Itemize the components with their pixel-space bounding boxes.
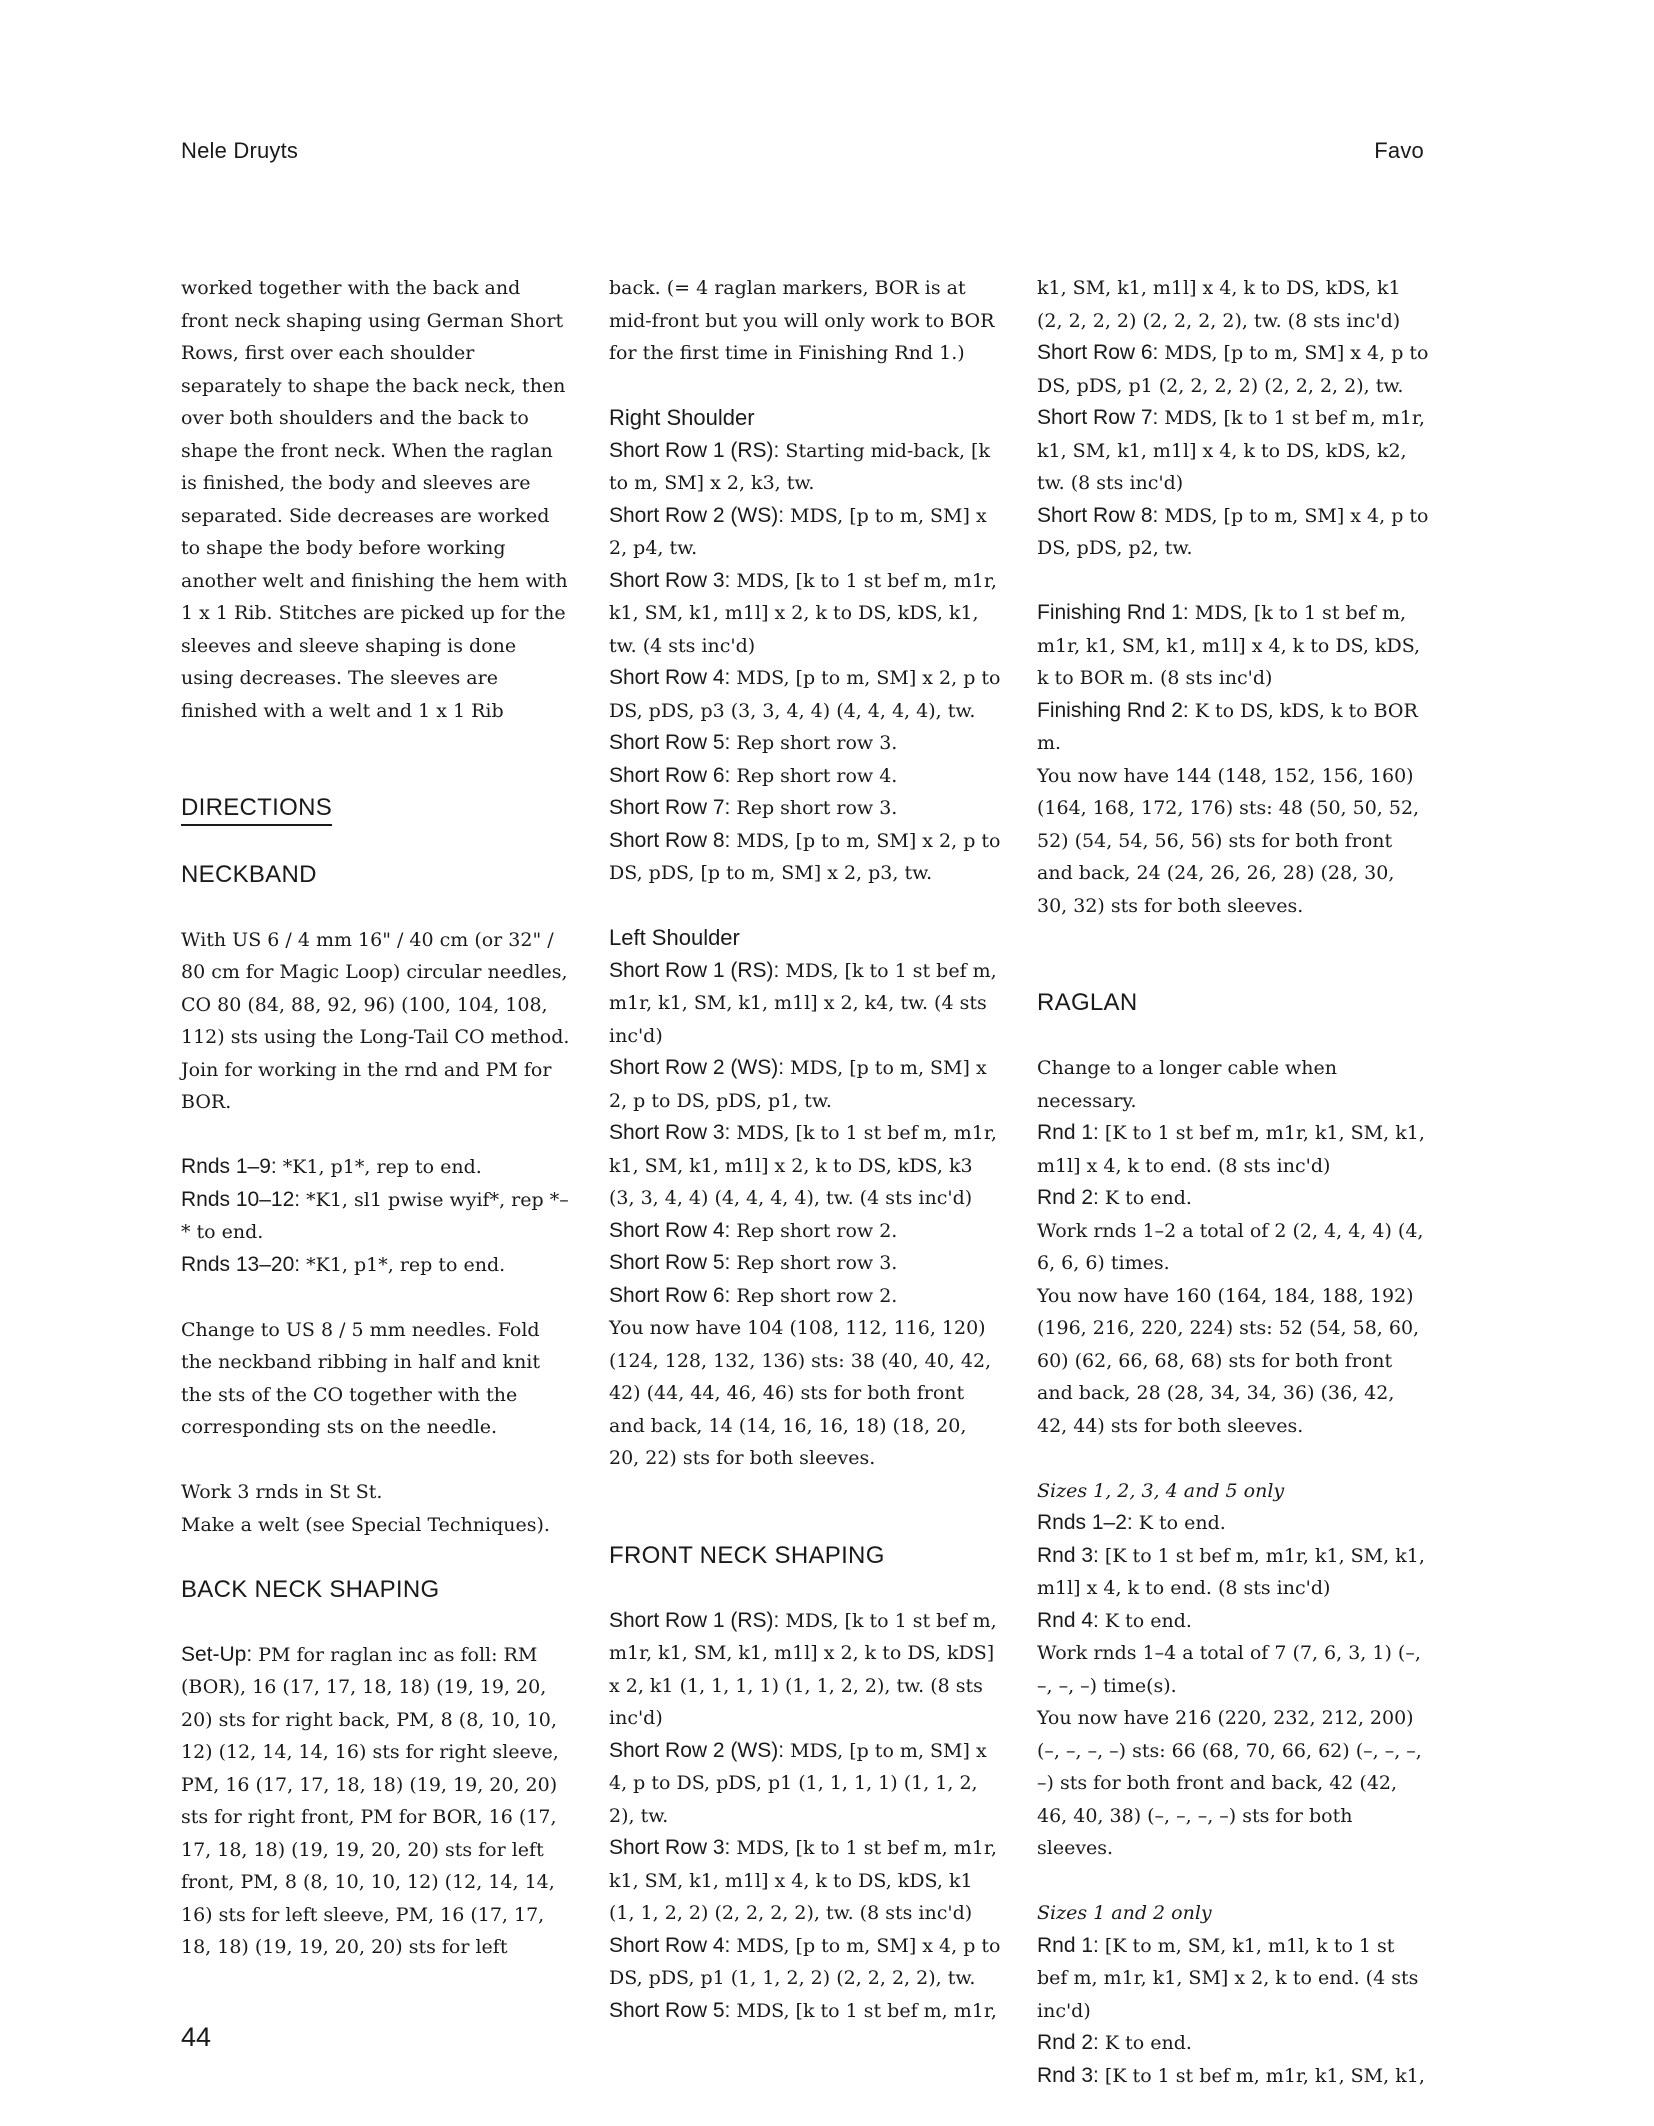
rnds-1-9: Rnds 1–9: *K1, p1*, rep to end. xyxy=(181,1155,482,1178)
rnd-line: Rnd 4: K to end. xyxy=(1037,1608,1192,1632)
rnd-line: Rnds 1–2: K to end. xyxy=(1037,1511,1226,1534)
setup-text: Set-Up: PM for raglan inc as foll: RM (BOR), 16 (17, 17, 18, 18) (19, 19, 20, 20) sts for right back, PM, 8 (8, 10, 10, 12) (12, 14, 14, 16) sts for right sleeve, PM, 16 (17, 17, 18, 18) (19, 19, 20, 20) sts for right front, PM for BOR, 16 (17, 17, 18, 18) (19, 19, 20, 20) sts for left front, PM, 8 (8, 10, 10, 12) (12, 14, 14, 16) sts for left sleeve, PM, 16 (17, 17, 18, 18) (19, 19, 20, 20) sts for left xyxy=(181,1642,559,1958)
short-row: Short Row 2 (WS): MDS, [p to m, SM] x 2, p4, tw. xyxy=(609,503,987,559)
header-title: Favo xyxy=(1374,138,1424,163)
header-author: Nele Druyts xyxy=(181,138,299,163)
short-row: Short Row 6: Rep short row 2. xyxy=(609,1283,898,1307)
work-rnds-text: Work 3 rnds in St St. xyxy=(181,1481,383,1503)
short-row: Short Row 3: MDS, [k to 1 st bef m, m1r, k1, SM, k1, m1l] x 2, k to DS, kDS, k1, tw. (4 sts inc'd) xyxy=(609,568,997,657)
short-row: Short Row 5: Rep short row 3. xyxy=(609,1251,898,1274)
short-row: Short Row 5: Rep short row 3. xyxy=(609,731,898,754)
rnd-line: Rnd 3: [K to 1 st bef m, m1r, k1, SM, k1, m1l] x 4, k to end. (8 sts inc'd) xyxy=(1037,1543,1425,1599)
column-3 xyxy=(1037,272,1429,2092)
neckband-heading: NECKBAND xyxy=(181,860,317,888)
right-shoulder-heading: Right Shoulder xyxy=(609,405,755,430)
sizes-note: Sizes 1 and 2 only xyxy=(1037,1902,1212,1924)
back-neck-heading: BACK NECK SHAPING xyxy=(181,1575,440,1603)
rnds-13-20: Rnds 13–20: *K1, p1*, rep to end. xyxy=(181,1252,506,1276)
stitch-total: You now have 104 (108, 112, 116, 120) (124, 128, 132, 136) sts: 38 (40, 40, 42, 42) (44, 44, 46, 46) sts for both front and back, 14 (14, 16, 16, 18) (18, 20, 20, 22) sts for both sleeves. xyxy=(609,1317,992,1469)
short-row: Short Row 5: MDS, [k to 1 st bef m, m1r, xyxy=(609,1998,997,2022)
raglan-change-text: Change to a longer cable when necessary. xyxy=(1037,1057,1338,1112)
column-1 xyxy=(181,272,573,1964)
continued-text: back. (= 4 raglan markers, BOR is at mid-front but you will only work to BOR for the first time in Finishing Rnd 1.) xyxy=(609,277,995,364)
rnd-line: Rnd 3: [K to 1 st bef m, m1r, k1, SM, k1, xyxy=(1037,2063,1425,2087)
short-row: Short Row 7: MDS, [k to 1 st bef m, m1r, k1, SM, k1, m1l] x 4, k to DS, kDS, k2, tw. (8 sts inc'd) xyxy=(1037,406,1425,494)
short-row: Short Row 1 (RS): MDS, [k to 1 st bef m, m1r, k1, SM, k1, m1l] x 2, k to DS, kDS] x 2, k1 (1, 1, 1, 1) (1, 1, 2, 2), tw. (8 sts inc'd) xyxy=(609,1608,997,1729)
left-shoulder-heading: Left Shoulder xyxy=(609,925,740,950)
directions-heading: DIRECTIONS xyxy=(181,792,573,826)
rnd-line: Rnd 2: K to end. xyxy=(1037,2031,1192,2054)
stitch-total: You now have 160 (164, 184, 188, 192) (196, 216, 220, 224) sts: 52 (54, 58, 60, 60) (62, 66, 68, 68) sts for both front and back, 28 (28, 34, 34, 36) (36, 42, 42, 44) sts for both sleeves. xyxy=(1037,1284,1420,1437)
short-row: Short Row 2 (WS): MDS, [p to m, SM] x 4, p to DS, pDS, p1 (1, 1, 1, 1) (1, 1, 2, 2), tw. xyxy=(609,1738,987,1827)
short-row: Short Row 6: MDS, [p to m, SM] x 4, p to DS, pDS, p1 (2, 2, 2, 2) (2, 2, 2, 2), tw. xyxy=(1037,341,1429,397)
welt-text: Make a welt (see Special Techniques). xyxy=(181,1513,550,1536)
front-neck-heading: FRONT NECK SHAPING xyxy=(609,1541,885,1569)
short-row: Short Row 1 (RS): MDS, [k to 1 st bef m, m1r, k1, SM, k1, m1l] x 2, k4, tw. (4 sts inc'd) xyxy=(609,958,997,1047)
short-row: Short Row 8: MDS, [p to m, SM] x 4, p to DS, pDS, p2, tw. xyxy=(1037,503,1429,559)
column-2 xyxy=(609,272,1001,2027)
neckband-text: With US 6 / 4 mm 16" / 40 cm (or 32" / 80 cm for Magic Loop) circular needles, CO 80 (84, 88, 92, 96) (100, 104, 108, 112) sts using the Long-Tail CO method. Join for working in the rnd and PM for BOR. xyxy=(181,928,570,1113)
finishing-rnd-2: Finishing Rnd 2: K to DS, kDS, k to BOR m. xyxy=(1037,698,1418,754)
work-rnds-text: Work rnds 1–2 a total of 2 (2, 4, 4, 4) (4, 6, 6, 6) times. xyxy=(1037,1219,1424,1274)
intro-paragraph: worked together with the back and front neck shaping using German Short Rows, first over each shoulder separately to shape the back neck, then over both shoulders and the back to shape the front neck. When the raglan is finished, the body and sleeves are separated. Side decreases are worked to shape the body before working another welt and finishing the hem with 1 x 1 Rib. Stitches are picked up for the sleeves and sleeve shaping is done using decreases. The sleeves are finished with a welt and 1 x 1 Rib xyxy=(181,277,568,722)
short-row: Short Row 4: Rep short row 2. xyxy=(609,1218,898,1242)
raglan-rnd-2: Rnd 2: K to end. xyxy=(1037,1186,1192,1209)
finishing-rnd-1: Finishing Rnd 1: MDS, [k to 1 st bef m, m1r, k1, SM, k1, m1l] x 4, k to DS, kDS, k to BOR m. (8 sts inc'd) xyxy=(1037,601,1421,689)
page-number: 44 xyxy=(181,2022,212,2052)
rnd-line: Rnd 1: [K to m, SM, k1, m1l, k to 1 st bef m, m1r, k1, SM] x 2, k to end. (4 sts inc'd) xyxy=(1037,1933,1419,2022)
short-row: Short Row 4: MDS, [p to m, SM] x 4, p to DS, pDS, p1 (1, 1, 2, 2) (2, 2, 2, 2), tw. xyxy=(609,1933,1001,1989)
rnds-10-12: Rnds 10–12: *K1, sl1 pwise wyif*, rep *–* to end. xyxy=(181,1187,569,1243)
short-row: Short Row 6: Rep short row 4. xyxy=(609,763,898,787)
change-needles-text: Change to US 8 / 5 mm needles. Fold the neckband ribbing in half and knit the sts of the CO together with the corresponding sts on the needle. xyxy=(181,1318,541,1438)
stitch-total: You now have 216 (220, 232, 212, 200) (–, –, –, –) sts: 66 (68, 70, 66, 62) (–, –, –, –) sts for both front and back, 42 (42, 46, 40, 38) (–, –, –, –) sts for both sleeves. xyxy=(1037,1707,1422,1859)
short-row: Short Row 3: MDS, [k to 1 st bef m, m1r, k1, SM, k1, m1l] x 2, k to DS, kDS, k3 (3, 3, 4, 4) (4, 4, 4, 4), tw. (4 sts inc'd) xyxy=(609,1121,997,1209)
short-row: Short Row 3: MDS, [k to 1 st bef m, m1r, k1, SM, k1, m1l] x 4, k to DS, kDS, k1 (1, 1, 2, 2) (2, 2, 2, 2), tw. (8 sts inc'd) xyxy=(609,1836,997,1924)
short-row: Short Row 1 (RS): Starting mid-back, [k to m, SM] x 2, k3, tw. xyxy=(609,438,990,494)
short-row: Short Row 4: MDS, [p to m, SM] x 2, p to DS, pDS, p3 (3, 3, 4, 4) (4, 4, 4, 4), tw. xyxy=(609,666,1001,722)
stitch-total: You now have 144 (148, 152, 156, 160) (164, 168, 172, 176) sts: 48 (50, 50, 52, 52) (54, 54, 56, 56) sts for both front and back, 24 (24, 26, 26, 28) (28, 30, 30, 32) sts for both sleeves. xyxy=(1037,764,1420,917)
continued-text: k1, SM, k1, m1l] x 4, k to DS, kDS, k1 (2, 2, 2, 2) (2, 2, 2, 2), tw. (8 sts inc'd) xyxy=(1037,277,1401,332)
short-row: Short Row 7: Rep short row 3. xyxy=(609,796,898,819)
sizes-note: Sizes 1, 2, 3, 4 and 5 only xyxy=(1037,1479,1285,1502)
short-row: Short Row 8: MDS, [p to m, SM] x 2, p to DS, pDS, [p to m, SM] x 2, p3, tw. xyxy=(609,828,1001,884)
short-row: Short Row 2 (WS): MDS, [p to m, SM] x 2, p to DS, pDS, p1, tw. xyxy=(609,1056,987,1112)
work-rnds-text: Work rnds 1–4 a total of 7 (7, 6, 3, 1) (–, –, –, –) time(s). xyxy=(1037,1642,1421,1697)
raglan-heading: RAGLAN xyxy=(1037,989,1138,1016)
raglan-rnd-1: Rnd 1: [K to 1 st bef m, m1r, k1, SM, k1, m1l] x 4, k to end. (8 sts inc'd) xyxy=(1037,1121,1425,1177)
